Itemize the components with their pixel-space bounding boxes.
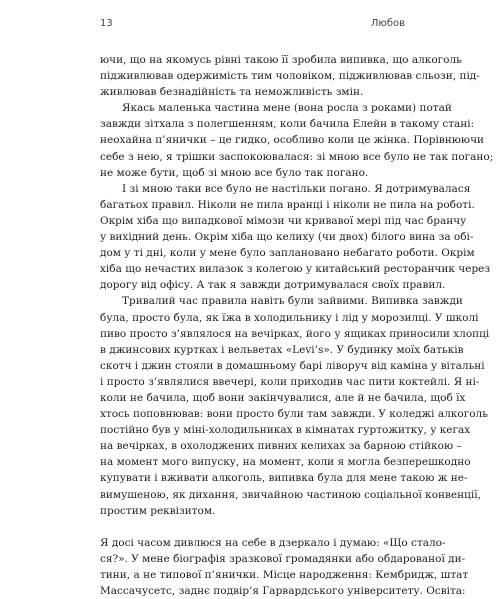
text-line: підживлював одержимість тим чоловіком, підживлював сльози, під- [100,70,480,83]
text-line: на момент мого випуску, на момент, коли я могла безперешкодно [100,456,471,469]
running-title: Любов [370,18,405,29]
paragraph [100,52,480,100]
body-text [100,52,494,599]
text-line: живлював безнадійність та неможливість змін. [100,86,364,99]
paragraph [100,535,469,599]
text-line: Тривалий час правила навіть були зайвими. Випивка завжди [122,295,463,308]
text-line: завжди зітхала з полегшенням, коли бачила Елейн в такому стані: [100,118,475,131]
paragraph [100,181,491,294]
paragraph [100,100,494,180]
text-line: на вечірках, в охолоджених пивних келихах за барною стійкою – [100,440,462,453]
text-line: себе з нею, я трішки заспокоювалася: зі мною все було не так погано; [100,150,494,163]
text-line: в джинсових куртках і вельветах «Levi’s». У будинку моїх батьків [100,343,464,356]
text-line: купувати і вживати алкоголь, випивка була для мене такою ж не- [100,472,468,485]
text-line: І зі мною таки все було не настільки погано. Я дотримувалася [122,182,471,195]
text-line: коли не бачила, щоб вони закінчувалися, але й не бачила, щоб їх [100,391,466,404]
text-line: неохайна п’янички – це гидко, особливо коли це жінка. Порівнюючи [100,134,485,147]
text-line: скотч і джин стояли в домашньому барі ліворуч від каміна у вітальні [100,359,485,372]
text-line: Я досі часом дивлюся на себе в дзеркало і думаю: «Що стало- [100,536,446,549]
text-line: простим реквізитом. [100,504,216,517]
text-line: Окрім хіба що випадкової мімози чи кривавої мері під час бранчу [100,214,467,227]
text-line: була, просто була, як їжа в холодильнику і лід у морозилці. У школі [100,311,479,324]
text-line: дорогу від офісу. А так я завжди дотримувалася своїх правил. [100,279,446,292]
text-line: ючи, що на якомусь рівні такою її зробила випивка, що алкоголь [100,54,462,66]
section-break [100,519,405,535]
text-line: не може бути, щоб зі мною все було так погано. [100,166,369,179]
text-line: Массачусетс, заднє подвір’я Гарвардського університету. Освіта: [100,585,466,597]
text-line: ся?». У мене біографія зразкової громадянки або обдарованої ди- [100,552,466,565]
text-line: пиво просто з’являлося на вечірках, його у ящиках приносили хлопці [100,327,490,340]
text-line: і просто з’являлися ввечері, коли приходив час пити коктейлі. Я ні- [100,375,480,388]
page-number: 13 [100,18,113,29]
text-line: тини, а не типової п’янички. Місце народження: Кембридж, штат [100,568,469,581]
text-line: дом у ті дні, коли у мене було заплановано небагато роботи. Окрім [100,247,475,260]
paragraph [100,293,490,518]
text-line: вимушеною, як дихання, звичайною частиною соціальної конвенції, [100,488,481,501]
text-line: багатьох правил. Ніколи не пила вранці і ніколи не пила на роботі. [100,198,475,211]
page-header [100,18,405,34]
text-line: у вихідний день. Окрім хіба що келиху (чи двох) білого вина за обі- [100,231,474,244]
text-line: Якась маленька частина мене (вона росла з роками) потай [122,102,452,115]
text-line: хіба що нечастих вилазок з колегою у китайський ресторанчик через [100,263,491,276]
text-line: постійно був у міні-холодильниках в кімнатах гуртожитку, у кегах [100,424,471,437]
text-line: хтось поповнював: вони просто були там завжди. У коледжі алкоголь [100,408,488,421]
